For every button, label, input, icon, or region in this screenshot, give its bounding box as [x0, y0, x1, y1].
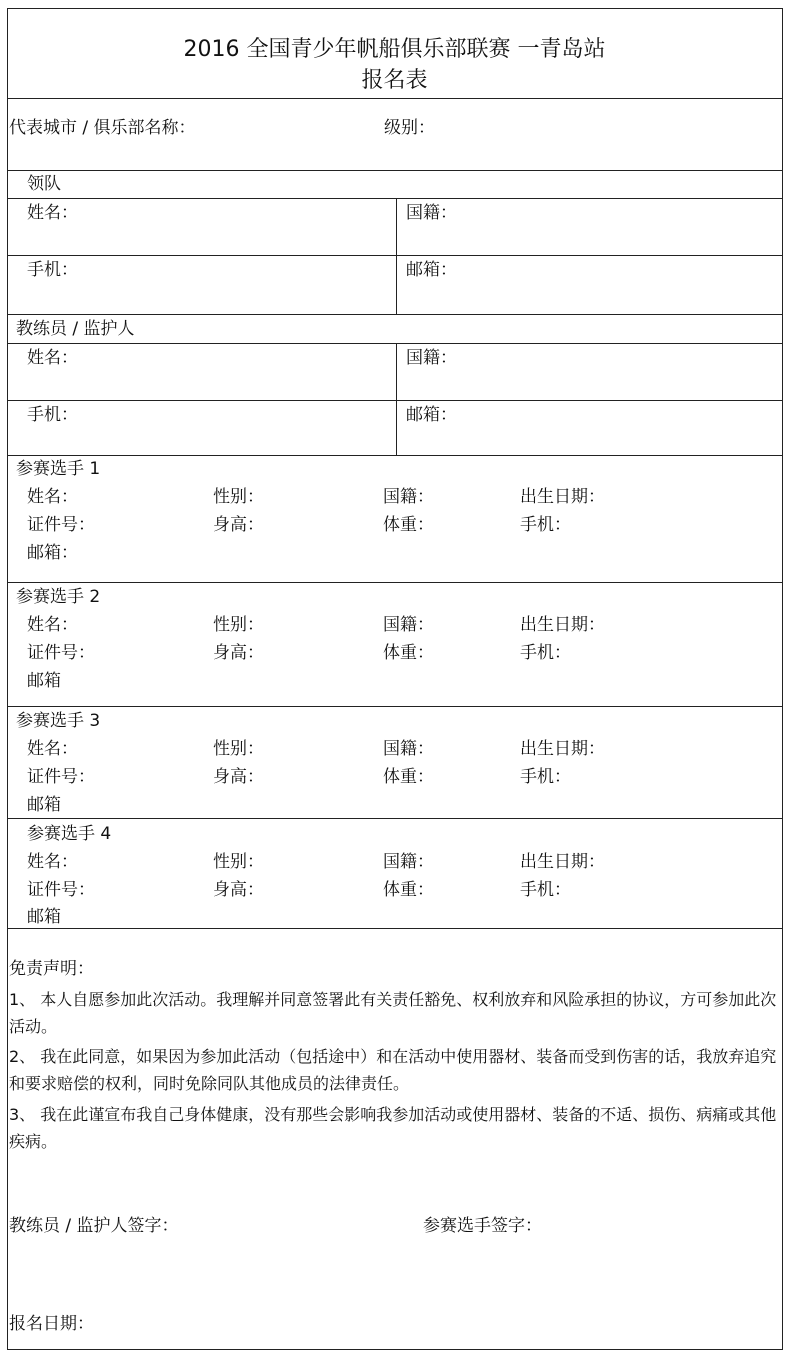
athlete-3-section-label: 参赛选手 3: [16, 711, 101, 731]
coach-phone-field[interactable]: 手机：: [27, 405, 78, 425]
divider: [7, 582, 783, 583]
athlete-2-nationality-field[interactable]: 国籍：: [383, 615, 434, 635]
athlete-4-id-field[interactable]: 证件号：: [27, 880, 95, 900]
divider: [7, 98, 783, 99]
athlete-4-name-field[interactable]: 姓名：: [27, 852, 78, 872]
leader-section-label: 领队: [27, 174, 61, 194]
athlete-2-email-field[interactable]: 邮箱: [27, 671, 61, 691]
athlete-2-id-field[interactable]: 证件号：: [27, 643, 95, 663]
divider: [7, 400, 783, 401]
divider: [7, 706, 783, 707]
disclaimer-item-2: 2、 我在此同意，如果因为参加此活动（包括途中）和在活动中使用器材、装备而受到伤害的话，我放弃追究和要求赔偿的权利，同时免除同队其他成员的法律责任。: [9, 1047, 777, 1093]
athlete-3-gender-field[interactable]: 性别：: [213, 739, 264, 759]
disclaimer-item-3: 3、 我在此谨宣布我自己身体健康，没有那些会影响我参加活动或使用器材、装备的不适、损伤、病痛或其他疾病。: [9, 1105, 777, 1151]
athlete-4-height-field[interactable]: 身高：: [213, 880, 264, 900]
athlete-2-weight-field[interactable]: 体重：: [383, 643, 434, 663]
leader-phone-field[interactable]: 手机：: [27, 260, 78, 280]
athlete-1-birth-field[interactable]: 出生日期：: [520, 487, 605, 507]
athlete-2-section-label: 参赛选手 2: [16, 587, 101, 607]
divider: [7, 255, 783, 256]
athlete-3-name-field[interactable]: 姓名：: [27, 739, 78, 759]
form-subtitle: 报名表: [361, 68, 428, 93]
divider: [7, 170, 783, 171]
athlete-3-weight-field[interactable]: 体重：: [383, 767, 434, 787]
athlete-3-birth-field[interactable]: 出生日期：: [520, 739, 605, 759]
athlete-2-birth-field[interactable]: 出生日期：: [520, 615, 605, 635]
athlete-1-weight-field[interactable]: 体重：: [383, 515, 434, 535]
divider: [7, 818, 783, 819]
divider: [7, 455, 783, 456]
level-field[interactable]: 级别：: [384, 118, 435, 138]
leader-nationality-field[interactable]: 国籍：: [406, 203, 457, 223]
athlete-2-name-field[interactable]: 姓名：: [27, 615, 78, 635]
registration-date-field[interactable]: 报名日期：: [9, 1314, 94, 1334]
athlete-3-id-field[interactable]: 证件号：: [27, 767, 95, 787]
coach-nationality-field[interactable]: 国籍：: [406, 348, 457, 368]
athlete-2-height-field[interactable]: 身高：: [213, 643, 264, 663]
athlete-4-phone-field[interactable]: 手机：: [520, 880, 571, 900]
leader-name-field[interactable]: 姓名：: [27, 203, 78, 223]
athlete-1-name-field[interactable]: 姓名：: [27, 487, 78, 507]
athlete-1-height-field[interactable]: 身高：: [213, 515, 264, 535]
coach-section-label: 教练员 / 监护人: [16, 319, 135, 339]
athlete-4-email-field[interactable]: 邮箱: [27, 907, 61, 927]
athlete-4-birth-field[interactable]: 出生日期：: [520, 852, 605, 872]
athlete-4-weight-field[interactable]: 体重：: [383, 880, 434, 900]
divider: [7, 314, 783, 315]
athlete-3-nationality-field[interactable]: 国籍：: [383, 739, 434, 759]
divider: [7, 343, 783, 344]
athlete-1-section-label: 参赛选手 1: [16, 459, 101, 479]
athlete-4-nationality-field[interactable]: 国籍：: [383, 852, 434, 872]
coach-email-field[interactable]: 邮箱：: [406, 405, 457, 425]
athlete-3-phone-field[interactable]: 手机：: [520, 767, 571, 787]
athlete-4-gender-field[interactable]: 性别：: [213, 852, 264, 872]
coach-signature-field[interactable]: 教练员 / 监护人签字：: [9, 1216, 179, 1236]
athlete-1-id-field[interactable]: 证件号：: [27, 515, 95, 535]
leader-email-field[interactable]: 邮箱：: [406, 260, 457, 280]
athlete-1-phone-field[interactable]: 手机：: [520, 515, 571, 535]
disclaimer-item-1: 1、 本人自愿参加此次活动。我理解并同意签署此有关责任豁免、权利放弃和风险承担的协议，方可参加此次活动。: [9, 990, 777, 1036]
athlete-1-nationality-field[interactable]: 国籍：: [383, 487, 434, 507]
coach-name-field[interactable]: 姓名：: [27, 348, 78, 368]
athlete-3-height-field[interactable]: 身高：: [213, 767, 264, 787]
athlete-4-section-label: 参赛选手 4: [27, 824, 112, 844]
city-club-field[interactable]: 代表城市 / 俱乐部名称：: [9, 118, 196, 138]
athlete-3-email-field[interactable]: 邮箱: [27, 795, 61, 815]
form-title: 2016 全国青少年帆船俱乐部联赛 一青岛站: [183, 37, 606, 62]
athlete-2-gender-field[interactable]: 性别：: [213, 615, 264, 635]
divider: [7, 198, 783, 199]
column-divider: [396, 198, 397, 314]
disclaimer-heading: 免责声明：: [9, 959, 94, 979]
divider: [7, 928, 783, 929]
athlete-1-email-field[interactable]: 邮箱：: [27, 543, 78, 563]
column-divider: [396, 343, 397, 455]
athlete-1-gender-field[interactable]: 性别：: [213, 487, 264, 507]
athlete-2-phone-field[interactable]: 手机：: [520, 643, 571, 663]
athlete-signature-field[interactable]: 参赛选手签字：: [423, 1216, 542, 1236]
